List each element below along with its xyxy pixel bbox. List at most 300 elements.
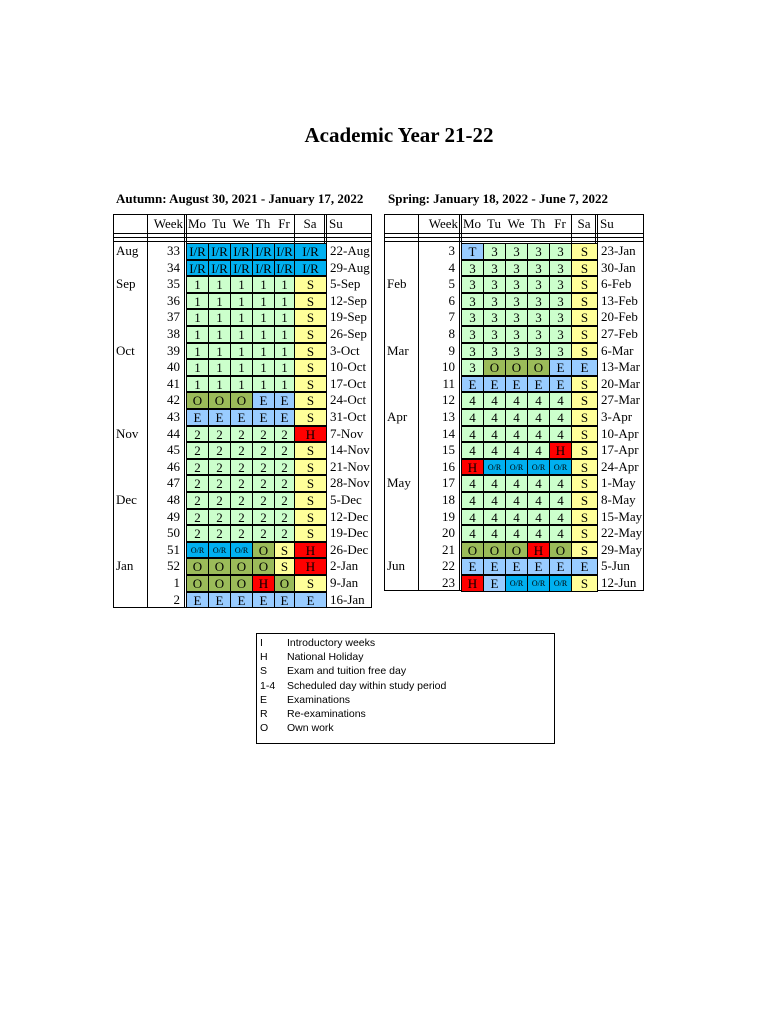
- header-row: [114, 215, 371, 233]
- week-number: 40: [167, 359, 180, 375]
- day-cell-tu: 4: [483, 492, 506, 509]
- autumn-calendar-table: [113, 214, 372, 608]
- week-number: 8: [448, 326, 455, 341]
- day-cell-th: 4: [527, 492, 550, 509]
- day-cell-fr: I/R: [274, 260, 295, 277]
- week-number: 48: [167, 492, 180, 507]
- week-number: 9: [448, 342, 455, 358]
- sunday-date: 1-May: [601, 475, 636, 491]
- legend-description: Examinations: [287, 693, 351, 706]
- day-cell-th: O/R: [527, 459, 550, 476]
- sunday-date: 12-Jun: [601, 575, 637, 590]
- day-cell-fr: O/R: [549, 459, 572, 476]
- sunday-date: 12-Sep: [330, 292, 367, 308]
- day-cell-fr: O/R: [549, 575, 572, 592]
- day-cell-th: 1: [252, 293, 275, 310]
- sunday-date: 8-May: [601, 492, 636, 507]
- legend-description: National Holiday: [287, 651, 364, 664]
- header-th: Th: [255, 216, 271, 231]
- day-cell-sa: S: [571, 326, 598, 343]
- week-number: 36: [167, 292, 180, 308]
- day-cell-tu: 3: [483, 260, 506, 277]
- day-cell-fr: 4: [549, 409, 572, 426]
- day-cell-tu: 2: [208, 525, 231, 542]
- day-cell-tu: O/R: [208, 542, 231, 559]
- sunday-date: 23-Jan: [601, 243, 636, 258]
- sunday-date: 19-Sep: [330, 309, 367, 325]
- day-cell-tu: 2: [208, 459, 231, 476]
- day-cell-th: 2: [252, 459, 275, 476]
- week-number: 44: [167, 425, 180, 441]
- day-cell-mo: O/R: [186, 542, 209, 559]
- day-cell-fr: 2: [274, 426, 295, 443]
- week-row: [385, 492, 643, 509]
- day-cell-tu: 3: [483, 293, 506, 310]
- page-title: Academic Year 21-22: [304, 123, 494, 147]
- sunday-date: 7-Nov: [330, 425, 364, 441]
- day-cell-tu: 4: [483, 409, 506, 426]
- header-week: Week: [153, 216, 183, 231]
- day-cell-mo: I/R: [186, 243, 209, 260]
- day-cell-sa: S: [571, 392, 598, 409]
- day-cell-tu: O: [483, 542, 506, 559]
- day-cell-tu: 2: [208, 426, 231, 443]
- day-cell-mo: 4: [461, 492, 484, 509]
- week-row: [114, 575, 371, 592]
- header-we: We: [507, 216, 525, 231]
- day-cell-th: E: [252, 409, 275, 426]
- day-cell-sa: S: [571, 509, 598, 526]
- week-number: 17: [442, 475, 455, 491]
- day-cell-th: 2: [252, 509, 275, 526]
- day-cell-tu: 4: [483, 442, 506, 459]
- legend-box: [256, 633, 555, 744]
- day-cell-th: O/R: [527, 575, 550, 592]
- day-cell-we: 4: [505, 392, 528, 409]
- day-cell-th: O: [252, 542, 275, 559]
- day-cell-tu: 3: [483, 243, 506, 260]
- day-cell-we: 1: [230, 376, 253, 393]
- legend-item: [260, 707, 554, 721]
- week-number: 42: [167, 392, 180, 408]
- sunday-date: 2-Jan: [330, 558, 359, 574]
- day-cell-mo: 4: [461, 525, 484, 542]
- week-number: 43: [167, 409, 180, 424]
- spring-calendar-table: [384, 214, 644, 591]
- day-cell-sa: S: [294, 359, 327, 376]
- day-cell-we: 4: [505, 509, 528, 526]
- month-label: Aug: [116, 243, 139, 258]
- day-cell-th: 2: [252, 442, 275, 459]
- day-cell-sa: S: [294, 492, 327, 509]
- sunday-date: 22-May: [601, 525, 643, 541]
- day-cell-tu: 4: [483, 525, 506, 542]
- day-cell-we: 3: [505, 243, 528, 260]
- week-row: [385, 376, 643, 393]
- week-row: [385, 442, 643, 459]
- sunday-date: 15-May: [601, 508, 643, 524]
- sunday-date: 14-Nov: [330, 442, 370, 458]
- day-cell-we: 2: [230, 525, 253, 542]
- day-cell-sa: E: [571, 359, 598, 376]
- week-row: [114, 459, 371, 476]
- day-cell-tu: 1: [208, 276, 231, 293]
- day-cell-sa: S: [571, 376, 598, 393]
- day-cell-fr: S: [274, 542, 295, 559]
- day-cell-mo: 4: [461, 409, 484, 426]
- day-cell-we: O: [505, 359, 528, 376]
- month-label: May: [387, 475, 411, 491]
- header-we: We: [232, 216, 250, 231]
- day-cell-we: 1: [230, 326, 253, 343]
- legend-item: [260, 721, 554, 735]
- day-cell-we: 4: [505, 525, 528, 542]
- day-cell-th: 1: [252, 309, 275, 326]
- day-cell-tu: 3: [483, 326, 506, 343]
- day-cell-th: 3: [527, 276, 550, 293]
- day-cell-mo: T: [461, 243, 484, 260]
- week-number: 3: [448, 243, 455, 258]
- day-cell-we: 1: [230, 343, 253, 360]
- day-cell-sa: S: [294, 575, 327, 592]
- day-cell-tu: O: [483, 359, 506, 376]
- week-number: 37: [167, 309, 180, 325]
- legend-code: R: [260, 707, 268, 720]
- day-cell-sa: E: [294, 592, 327, 609]
- day-cell-tu: 2: [208, 509, 231, 526]
- day-cell-mo: O: [461, 542, 484, 559]
- day-cell-fr: 4: [549, 426, 572, 443]
- week-row: [385, 558, 643, 575]
- legend-code: O: [260, 722, 269, 735]
- header-fr: Fr: [278, 216, 290, 231]
- week-row: [114, 492, 371, 509]
- day-cell-we: O/R: [505, 575, 528, 592]
- day-cell-sa: S: [571, 492, 598, 509]
- day-cell-th: 4: [527, 475, 550, 492]
- day-cell-mo: 2: [186, 509, 209, 526]
- day-cell-fr: 1: [274, 359, 295, 376]
- day-cell-we: 4: [505, 492, 528, 509]
- week-number: 12: [442, 392, 455, 408]
- week-row: [114, 409, 371, 426]
- week-number: 15: [442, 442, 455, 458]
- day-cell-we: 4: [505, 409, 528, 426]
- day-cell-mo: 2: [186, 525, 209, 542]
- month-label: Feb: [387, 276, 407, 292]
- day-cell-mo: E: [186, 409, 209, 426]
- week-row: [114, 260, 371, 277]
- week-row: [385, 509, 643, 526]
- sunday-date: 26-Dec: [330, 541, 369, 557]
- day-cell-fr: H: [549, 442, 572, 459]
- spring-semester-label: Spring: January 18, 2022 - June 7, 2022: [388, 191, 608, 206]
- day-cell-mo: 3: [461, 309, 484, 326]
- day-cell-th: 4: [527, 442, 550, 459]
- day-cell-fr: 4: [549, 509, 572, 526]
- week-row: [114, 525, 371, 542]
- day-cell-mo: I/R: [186, 260, 209, 277]
- legend-code: I: [260, 637, 263, 649]
- week-row: [114, 359, 371, 376]
- header-th: Th: [530, 216, 546, 231]
- week-number: 13: [442, 409, 455, 424]
- day-cell-sa: S: [294, 442, 327, 459]
- legend-item: [260, 650, 554, 664]
- day-cell-fr: 1: [274, 343, 295, 360]
- day-cell-mo: E: [461, 376, 484, 393]
- sunday-date: 3-Apr: [601, 409, 633, 424]
- day-cell-th: 1: [252, 276, 275, 293]
- day-cell-mo: E: [461, 558, 484, 575]
- day-cell-sa: S: [294, 376, 327, 393]
- day-cell-fr: E: [274, 409, 295, 426]
- legend-item: [260, 636, 554, 650]
- day-cell-mo: 3: [461, 343, 484, 360]
- day-cell-fr: E: [549, 376, 572, 393]
- day-cell-tu: E: [208, 592, 231, 609]
- week-number: 49: [167, 508, 180, 524]
- day-cell-tu: O: [208, 575, 231, 592]
- week-row: [385, 243, 643, 260]
- week-number: 19: [442, 508, 455, 524]
- day-cell-tu: O: [208, 392, 231, 409]
- week-number: 33: [167, 243, 180, 258]
- day-cell-tu: I/R: [208, 260, 231, 277]
- day-cell-tu: 2: [208, 475, 231, 492]
- week-number: 47: [167, 475, 180, 491]
- header-mo: Mo: [462, 216, 482, 231]
- day-cell-we: 1: [230, 309, 253, 326]
- month-label: Apr: [387, 409, 408, 424]
- week-number: 1: [173, 575, 180, 590]
- sunday-date: 10-Oct: [330, 359, 367, 375]
- day-cell-we: 2: [230, 509, 253, 526]
- day-cell-th: E: [252, 592, 275, 609]
- week-number: 10: [442, 359, 455, 375]
- day-cell-tu: I/R: [208, 243, 231, 260]
- day-cell-tu: 1: [208, 359, 231, 376]
- day-cell-tu: 4: [483, 475, 506, 492]
- day-cell-fr: E: [549, 558, 572, 575]
- day-cell-mo: O: [186, 575, 209, 592]
- day-cell-we: 3: [505, 309, 528, 326]
- day-cell-sa: S: [571, 575, 598, 592]
- day-cell-sa: S: [571, 426, 598, 443]
- sunday-date: 5-Sep: [330, 276, 361, 292]
- day-cell-we: 1: [230, 293, 253, 310]
- day-cell-we: 1: [230, 276, 253, 293]
- month-label: Dec: [116, 492, 137, 507]
- day-cell-we: 1: [230, 359, 253, 376]
- day-cell-tu: O: [208, 558, 231, 575]
- sunday-date: 21-Nov: [330, 458, 370, 474]
- day-cell-th: 1: [252, 326, 275, 343]
- sunday-date: 24-Apr: [601, 458, 639, 474]
- week-row: [114, 243, 371, 260]
- day-cell-we: I/R: [230, 243, 253, 260]
- day-cell-tu: 1: [208, 293, 231, 310]
- day-cell-th: I/R: [252, 260, 275, 277]
- week-number: 41: [167, 375, 180, 391]
- day-cell-we: O: [230, 558, 253, 575]
- sunday-date: 6-Feb: [601, 276, 632, 292]
- day-cell-th: 4: [527, 409, 550, 426]
- day-cell-sa: S: [571, 309, 598, 326]
- day-cell-fr: 4: [549, 392, 572, 409]
- day-cell-sa: S: [571, 260, 598, 277]
- week-row: [114, 276, 371, 293]
- day-cell-mo: O: [186, 392, 209, 409]
- day-cell-tu: 3: [483, 343, 506, 360]
- day-cell-sa: S: [294, 525, 327, 542]
- sunday-date: 29-Aug: [330, 259, 370, 275]
- week-number: 2: [173, 591, 180, 607]
- day-cell-mo: 2: [186, 459, 209, 476]
- sunday-date: 22-Aug: [330, 243, 370, 258]
- week-number: 35: [167, 276, 180, 292]
- day-cell-fr: 1: [274, 376, 295, 393]
- day-cell-sa: S: [571, 276, 598, 293]
- day-cell-th: 2: [252, 426, 275, 443]
- day-cell-th: 4: [527, 392, 550, 409]
- sunday-date: 31-Oct: [330, 409, 367, 424]
- day-cell-mo: 1: [186, 376, 209, 393]
- day-cell-fr: 1: [274, 276, 295, 293]
- day-cell-th: O: [527, 359, 550, 376]
- day-cell-fr: 2: [274, 525, 295, 542]
- day-cell-we: E: [230, 592, 253, 609]
- month-label: Oct: [116, 342, 135, 358]
- sunday-date: 29-May: [601, 541, 643, 557]
- day-cell-fr: 3: [549, 243, 572, 260]
- week-row: [385, 475, 643, 492]
- day-cell-mo: 4: [461, 392, 484, 409]
- day-cell-we: 4: [505, 426, 528, 443]
- legend-code: H: [260, 651, 268, 664]
- day-cell-mo: E: [186, 592, 209, 609]
- sunday-date: 9-Jan: [330, 575, 359, 590]
- legend-description: Scheduled day within study period: [287, 679, 447, 692]
- sunday-date: 30-Jan: [601, 259, 636, 275]
- week-row: [385, 359, 643, 376]
- day-cell-th: H: [252, 575, 275, 592]
- legend-item: [260, 664, 554, 678]
- day-cell-sa: S: [571, 459, 598, 476]
- week-number: 20: [442, 525, 455, 541]
- legend-code: 1-4: [260, 679, 276, 692]
- day-cell-mo: O: [186, 558, 209, 575]
- day-cell-fr: 2: [274, 492, 295, 509]
- day-cell-sa: H: [294, 426, 327, 443]
- day-cell-fr: 3: [549, 293, 572, 310]
- day-cell-we: E: [230, 409, 253, 426]
- legend-description: Own work: [287, 722, 334, 735]
- week-row: [385, 575, 643, 592]
- week-row: [114, 326, 371, 343]
- week-row: [385, 525, 643, 542]
- day-cell-mo: 1: [186, 293, 209, 310]
- legend-description: Exam and tuition free day: [287, 665, 407, 678]
- day-cell-fr: 3: [549, 276, 572, 293]
- day-cell-th: 2: [252, 475, 275, 492]
- sunday-date: 5-Dec: [330, 492, 362, 507]
- day-cell-th: E: [527, 558, 550, 575]
- sunday-date: 26-Sep: [330, 326, 367, 341]
- autumn-semester-label: Autumn: August 30, 2021 - January 17, 2022: [116, 191, 364, 206]
- day-cell-we: I/R: [230, 260, 253, 277]
- week-row: [114, 426, 371, 443]
- week-row: [114, 392, 371, 409]
- day-cell-tu: E: [483, 575, 506, 592]
- day-cell-mo: 3: [461, 359, 484, 376]
- month-label: Sep: [116, 276, 136, 292]
- week-row: [114, 475, 371, 492]
- day-cell-tu: E: [208, 409, 231, 426]
- month-label: Jan: [116, 558, 134, 574]
- week-row: [385, 542, 643, 559]
- header-separator: [114, 237, 371, 238]
- week-number: 38: [167, 326, 180, 341]
- week-row: [385, 459, 643, 476]
- week-number: 50: [167, 525, 180, 541]
- day-cell-we: 2: [230, 459, 253, 476]
- day-cell-mo: 4: [461, 509, 484, 526]
- day-cell-tu: 3: [483, 309, 506, 326]
- day-cell-tu: 2: [208, 492, 231, 509]
- day-cell-th: 4: [527, 509, 550, 526]
- day-cell-sa: S: [294, 343, 327, 360]
- week-row: [114, 293, 371, 310]
- day-cell-th: 3: [527, 343, 550, 360]
- day-cell-mo: 1: [186, 326, 209, 343]
- day-cell-tu: 1: [208, 326, 231, 343]
- day-cell-mo: 4: [461, 475, 484, 492]
- day-cell-tu: O/R: [483, 459, 506, 476]
- sunday-date: 20-Mar: [601, 375, 640, 391]
- day-cell-we: O: [230, 575, 253, 592]
- week-row: [385, 260, 643, 277]
- day-cell-sa: S: [571, 442, 598, 459]
- day-cell-mo: 1: [186, 343, 209, 360]
- header-su: Su: [600, 216, 614, 231]
- day-cell-tu: 1: [208, 376, 231, 393]
- day-cell-th: 1: [252, 343, 275, 360]
- sunday-date: 12-Dec: [330, 508, 369, 524]
- week-number: 7: [448, 309, 455, 325]
- day-cell-mo: 1: [186, 359, 209, 376]
- day-cell-we: O: [230, 392, 253, 409]
- week-row: [114, 376, 371, 393]
- day-cell-fr: 2: [274, 442, 295, 459]
- legend-item: [260, 679, 554, 693]
- day-cell-tu: 2: [208, 442, 231, 459]
- day-cell-we: O: [505, 542, 528, 559]
- week-number: 23: [442, 575, 455, 590]
- day-cell-mo: H: [461, 459, 484, 476]
- day-cell-we: 3: [505, 293, 528, 310]
- week-number: 34: [167, 259, 180, 275]
- day-cell-fr: 3: [549, 343, 572, 360]
- day-cell-fr: S: [274, 558, 295, 575]
- day-cell-we: E: [505, 558, 528, 575]
- sunday-date: 28-Nov: [330, 475, 370, 491]
- sunday-date: 5-Jun: [601, 558, 630, 574]
- day-cell-fr: 4: [549, 525, 572, 542]
- day-cell-fr: 3: [549, 326, 572, 343]
- sunday-date: 16-Jan: [330, 591, 365, 607]
- day-cell-fr: E: [274, 392, 295, 409]
